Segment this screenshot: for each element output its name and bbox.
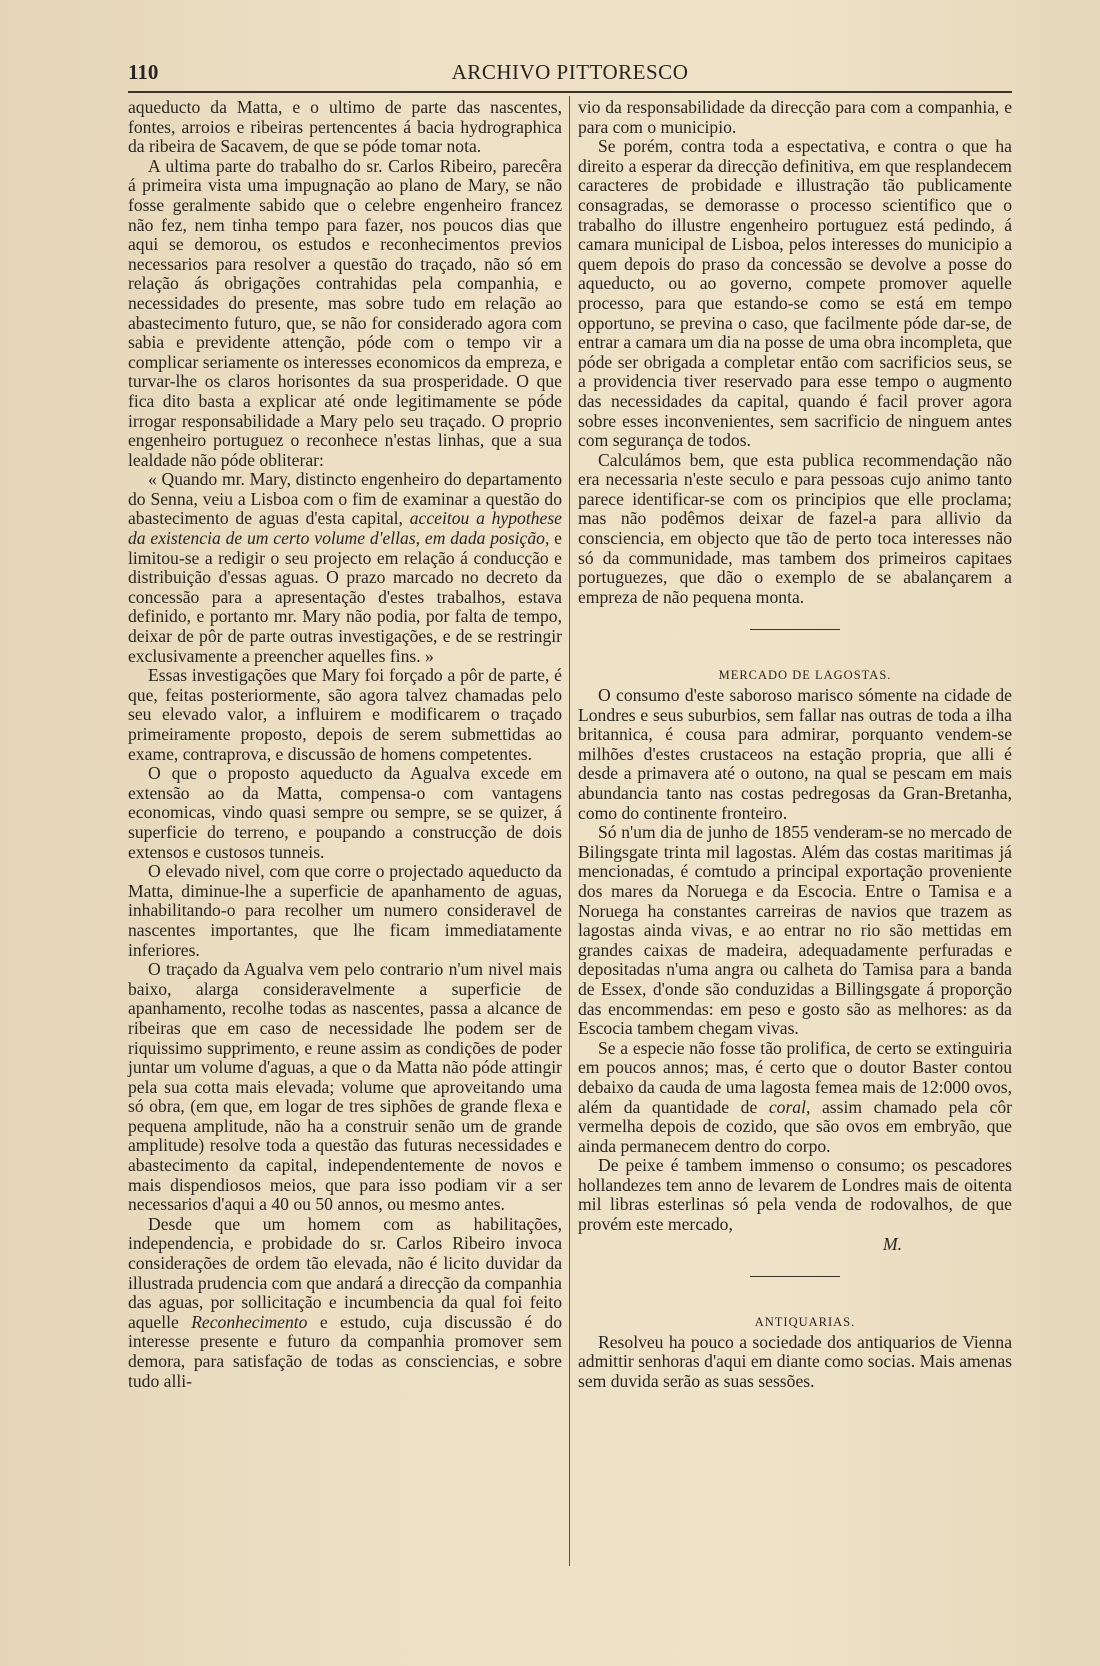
paragraph-text: Se a especie não fosse tão prolifica, de certo se extinguiria em poucos annos; mas, é certo que o doutor Baster contou debaixo da cauda de uma lagosta femea mais de 12:000 ovos, além da quantidade de — [578, 1037, 1012, 1117]
quote-emphasis: acceitou a hypothese da existencia de um certo volume d'ellas, em dada posição, — [128, 508, 562, 549]
page-header — [128, 60, 1012, 90]
paragraph: Se porém, contra toda a espectativa, e contra o que ha direito a esperar da direcção definitiva, em que resplandecem caracteres de probidade e illustração tão publicamente consagradas, se demorasse o processo scientifico que o trabalho do illustre engenheiro portuguez está pedindo, á camara municipal de Lisboa, pelos interesses do municipio a quem depois do praso da concessão se devolve a posse do aqueducto, ou ao governo, compete promover aquelle processo, para que estando-se como se está em tempo opportuno, se previna o caso, que facilmente póde dar-se, de entrar a camara um dia na posse de uma obra incompleta, que póde ser obrigada a completar então com sacrificios seus, se a providencia tiver reservado para esse tempo o augmento das necessidades da capital, quando é facil prover agora sobre esses inconvenientes, sem sacrificio de ninguem antes com segurança de todos. — [578, 136, 1012, 451]
right-column — [578, 98, 1012, 1392]
quoted-paragraph — [128, 470, 562, 666]
paragraph: Calculámos bem, que esta publica recommendação não era necessaria n'este seculo e para pessoas cujo animo tanto parece identificar-se com os principios que elle proclama; mas não podêmos deixar de fazel-a para allivio da consciencia, em objecto que tão de perto toca interesses não só da communidade, mas tambem dos primeiros capitaes portuguezes, que dão o exemplo de se abalançarem a empreza de não pequena monta. — [578, 449, 1012, 607]
paragraph: O consumo d'este saboroso marisco sómente na cidade de Londres e seus suburbios, sem fallar nas outras de toda a ilha britannica, é cousa para admirar, porquanto vendem-se milhões d'estes crustaceos na estação propria, que alli é desde a primavera até o outono, na qual se pescam em mais abundancia tanto nas costas pedregosas da Gran-Bretanha, como do continente fronteiro. — [578, 685, 1012, 823]
header-rule — [128, 91, 1012, 93]
paragraph-emphasis: Reconhecimento — [191, 1311, 308, 1332]
running-title: ARCHIVO PITTORESCO — [451, 60, 689, 84]
quote-text: « Quando mr. Mary, distincto engenheiro do departamento do Senna, veiu a Lisboa com o fim de examinar a questão do abastecimento de aguas d'esta capital, — [128, 469, 562, 529]
paragraph: De peixe é tambem immenso o consumo; os pescadores hollandezes tem anno de levarem de Londres mais de oitenta mil libras esterlinas só pela venda de rodovalhos, de que provém este mercado, — [578, 1155, 1012, 1235]
paragraph-text: Desde que um homem com as habilitações, independencia, e probidade do sr. Carlos Ribeiro invoca considerações de ordem tão elevada, não é licito duvidar da illustrada prudencia com que andará a direcção da companhia das aguas, por sollicitação e incumbencia da qual foi feito aquelle — [128, 1213, 562, 1332]
paragraph: Essas investigações que Mary foi forçado a pôr de parte, é que, feitas posteriormente, são agora talvez chamadas pelo seu elevado valor, a influirem e modificarem o traçado primeiramente proposto, depois de serem submettidas ao exame, contraprova, e discussão de homens competentes. — [128, 665, 562, 764]
section-title: ANTIQUARIAS. — [754, 1315, 856, 1330]
section-title: MERCADO DE LAGOSTAS. — [718, 668, 892, 683]
paragraph: aqueducto da Matta, e o ultimo de parte das nascentes, fontes, arroios e ribeiras pertencentes á bacia hydrographica da ribeira de Sacavem, de que se póde tomar nota. — [128, 97, 562, 157]
paragraph — [578, 1039, 1012, 1157]
paragraph: Resolveu ha pouco a sociedade dos antiquarios de Vienna admittir senhoras d'aqui em diante como socias. Mais amenas sem duvida serão as suas sessões. — [578, 1331, 1012, 1392]
paragraph — [128, 1215, 562, 1391]
left-column — [128, 98, 562, 1391]
paragraph: A ultima parte do trabalho do sr. Carlos Ribeiro, parecêra á primeira vista uma impugnação ao plano de Mary, se não fosse geralmente sabido que o celebre engenheiro francez não fez, nem tinha tempo para fazer, nos poucos dias que aqui se demorou, os estudos e reconhecimentos previos necessarios para resolver a questão do traçado, não só em relação ás obrigações contrahidas pela companhia, e necessidades do presente, mas sobre tudo em relação ao abastecimento futuro, que, se não for considerado agora com sabia e previdente attenção, póde com o tempo vir a complicar seriamente os interesses economicos da empreza, e turvar-lhe os claros horisontes da sua prosperidade. O que fica dito basta a explicar até onde legitimamente se póde irrogar responsabilidade a Mary pelo seu traçado. O proprio engenheiro portuguez o reconhece n'estas linhas, que a sua lealdade não póde obliterar: — [128, 155, 562, 470]
paragraph: vio da responsabilidade da direcção para com a companhia, e para com o municipio. — [578, 97, 1012, 137]
paragraph: O elevado nivel, com que corre o projectado aqueducto da Matta, diminue-lhe a superficie de apanhamento de aguas, inhabilitando-o para recolher um numero consideravel de nascentes importantes, que lhe ficam immediatamente inferiores. — [128, 861, 562, 960]
paragraph-text: e estudo, cuja discussão é do interesse presente e futuro da companhia promover sem demora, para satisfação de todas as consciencias, e sobre tudo alli- — [128, 1311, 562, 1391]
page-number: 110 — [128, 60, 159, 84]
paragraph: O que o proposto aqueducto da Agualva excede em extensão ao da Matta, compensa-o com vantagens economicas, vindo quasi sempre ou sempre, se se quizer, á superficie do terreno, e poupando a construcção de dois extensos e custosos tunneis. — [128, 763, 562, 862]
section-rule — [750, 1276, 840, 1277]
column-divider — [569, 96, 570, 1566]
paragraph-emphasis: coral, — [768, 1096, 811, 1117]
section-rule — [750, 629, 840, 630]
quote-text: e limitou-se a redigir o seu projecto em relação á conducção e distribuição d'essas aguas. O prazo marcado no decreto da concessão para a apresentação d'estes trabalhos, estava definido, e portanto mr. Mary não podia, por falta de tempo, deixar de pôr de parte outras investigações, e de se restringir exclusivamente a preencher aquelles fins. » — [128, 528, 562, 666]
paragraph: Só n'um dia de junho de 1855 venderam-se no mercado de Bilingsgate trinta mil lagostas. Além das costas maritimas já mencionadas, é comtudo a principal exportação proveniente dos mares da Noruega e da Escocia. Entre o Tamisa e a Noruega ha constantes carreiras de navios que trazem as lagostas ainda vivas, e ao entrar no rio são mettidas em grandes caixas de madeira, adequadamente perfuradas e depositadas n'uma angra ou calheta do Tamisa para a banda de Essex, d'onde são conduzidas a Billingsgate á proporção das encommendas: em peso e gosto são as melhores: as da Escocia tambem chegam vivas. — [578, 822, 1012, 1039]
paragraph-text: assim chamado pela côr vermelha depois de cozido, que são ovos em embryão, que ainda permanecem dentro do corpo. — [578, 1096, 1012, 1156]
paragraph: O traçado da Agualva vem pelo contrario n'um nivel mais baixo, alarga consideravelmente a superficie de apanhamento, recolhe todas as nascentes, passa a alcance de ribeiras que em caso de necessidade lhe podem ser de riquissimo supprimento, e reune assim as condições de poder juntar um volume d'aguas, a que o da Matta não póde attingir pela sua cotta mais elevada; volume que aproveitando uma só obra, (em que, em logar de tres siphões de grande flexa e pequena amplitude, não ha a construir senão um de grande amplitude) resolve toda a questão das futuras necessidades e abastecimento da capital, independentemente de novos e mais dispendiosos meios, que para isso podiam vir a ser necessarios d'aqui a 40 ou 50 annos, ou mesmo antes. — [128, 959, 562, 1215]
author-signature: M. — [882, 1233, 902, 1254]
